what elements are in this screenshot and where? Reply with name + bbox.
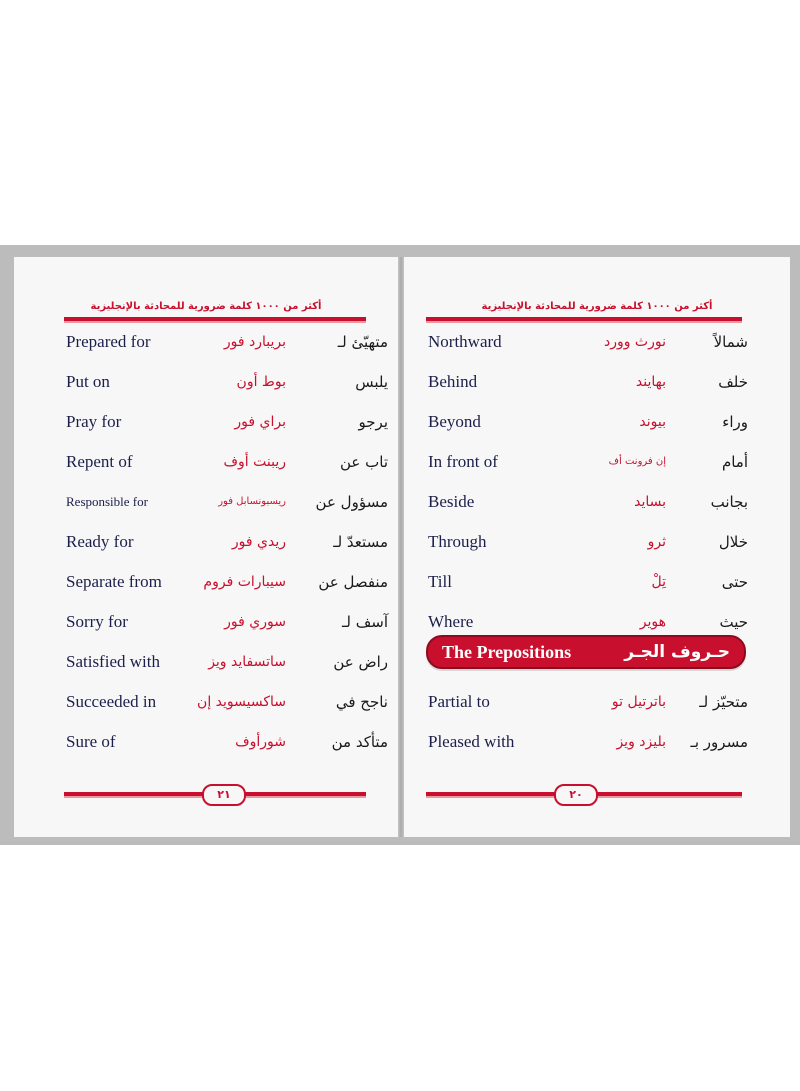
pronunciation: شورأوف xyxy=(235,734,286,750)
english-term: Prepared for xyxy=(66,332,151,351)
vocab-row xyxy=(14,727,398,757)
arabic-meaning: يلبس xyxy=(355,373,388,391)
page-number: ٢٠ xyxy=(554,784,598,806)
pronunciation: ثرو xyxy=(647,534,666,550)
page-header: أكثر من ١٠٠٠ كلمة ضرورية للمحادثة بالإنجليزية xyxy=(90,301,322,312)
pronunciation: ريدي فور xyxy=(231,534,286,550)
section-banner xyxy=(426,635,746,669)
english-term: Separate from xyxy=(66,572,162,591)
english-term: Through xyxy=(428,532,487,551)
section-title-arabic: حـروف الجـر xyxy=(624,642,730,662)
english-term: Satisfied with xyxy=(66,652,160,671)
vocab-row xyxy=(14,687,398,717)
pronunciation: تِلْ xyxy=(651,574,666,590)
vocab-row xyxy=(14,527,398,557)
arabic-meaning: منفصل عن xyxy=(318,573,388,591)
arabic-meaning: تاب عن xyxy=(339,453,388,471)
pronunciation: ريبنت أوف xyxy=(223,454,286,470)
arabic-meaning: مسرور بـ xyxy=(690,733,748,751)
english-term: In front of xyxy=(428,452,498,471)
english-term: Responsible for xyxy=(66,494,148,509)
page-number: ٢١ xyxy=(202,784,246,806)
english-term: Ready for xyxy=(66,532,134,551)
pronunciation: سيبارات فروم xyxy=(203,574,286,590)
page-header: أكثر من ١٠٠٠ كلمة ضرورية للمحادثة بالإنجليزية xyxy=(481,301,713,312)
vocab-row xyxy=(404,447,790,477)
pronunciation: بهايند xyxy=(635,374,666,390)
vocab-row xyxy=(404,327,790,357)
pronunciation: بريبارد فور xyxy=(223,334,286,350)
pronunciation: بيوند xyxy=(639,414,666,430)
english-term: Put on xyxy=(66,372,110,391)
english-term: Beyond xyxy=(428,412,481,431)
vocab-row xyxy=(14,367,398,397)
right-page xyxy=(404,257,790,837)
arabic-meaning: بجانب xyxy=(710,493,748,511)
arabic-meaning: راض عن xyxy=(333,653,388,671)
pronunciation: ريسبونسابل فور xyxy=(218,496,286,507)
vocab-row xyxy=(404,687,790,717)
arabic-meaning: متأكد من xyxy=(331,733,388,751)
english-term: Beside xyxy=(428,492,475,511)
pronunciation: براي فور xyxy=(234,414,286,430)
vocab-row xyxy=(404,487,790,517)
english-term: Behind xyxy=(428,372,478,391)
vocab-row xyxy=(14,327,398,357)
pronunciation: هوير xyxy=(639,614,666,630)
english-term: Pleased with xyxy=(428,732,515,751)
arabic-meaning: آسف لـ xyxy=(342,613,388,631)
english-term: Sure of xyxy=(66,732,116,751)
pronunciation: نورث وورد xyxy=(603,334,666,350)
arabic-meaning: حيث xyxy=(719,613,748,631)
arabic-meaning: أمام xyxy=(721,453,748,471)
vocab-row xyxy=(14,407,398,437)
english-term: Partial to xyxy=(428,692,490,711)
arabic-meaning: متهيّئ لـ xyxy=(337,333,388,351)
vocab-row xyxy=(404,607,790,637)
arabic-meaning: شمالاً xyxy=(713,333,748,351)
english-term: Repent of xyxy=(66,452,133,471)
vocab-row xyxy=(404,567,790,597)
vocab-row xyxy=(404,367,790,397)
arabic-meaning: متحيّز لـ xyxy=(699,693,748,711)
pronunciation: سوري فور xyxy=(224,614,286,630)
vocab-row xyxy=(404,727,790,757)
english-term: Pray for xyxy=(66,412,122,431)
english-term: Succeeded in xyxy=(66,692,157,711)
arabic-meaning: ناجح في xyxy=(335,693,388,711)
arabic-meaning: حتى xyxy=(721,573,748,591)
left-page xyxy=(14,257,398,837)
english-term: Sorry for xyxy=(66,612,128,631)
pronunciation: ساتسفايد ويز xyxy=(208,654,286,670)
arabic-meaning: وراء xyxy=(722,413,748,431)
book-spread xyxy=(0,245,800,845)
pronunciation: بليزد ويز xyxy=(616,734,666,750)
pronunciation: بوط أون xyxy=(236,374,286,390)
vocab-row xyxy=(404,407,790,437)
vocab-row xyxy=(14,447,398,477)
header-rule xyxy=(64,317,366,323)
arabic-meaning: خلال xyxy=(718,533,748,551)
vocab-row xyxy=(14,567,398,597)
arabic-meaning: خلف xyxy=(718,373,748,391)
vocab-row xyxy=(14,647,398,677)
arabic-meaning: مسؤول عن xyxy=(315,493,388,511)
header-rule xyxy=(426,317,742,323)
pronunciation: بسايد xyxy=(634,494,666,510)
english-term: Where xyxy=(428,612,474,631)
arabic-meaning: مستعدّ لـ xyxy=(333,533,388,551)
vocab-row xyxy=(404,527,790,557)
pronunciation: إن فرونت أف xyxy=(608,456,666,467)
section-title-english: The Prepositions xyxy=(442,642,572,662)
pronunciation: ساكسيسويد إن xyxy=(197,694,286,710)
vocab-row xyxy=(14,487,398,517)
arabic-meaning: يرجو xyxy=(358,413,388,431)
vocab-row xyxy=(14,607,398,637)
english-term: Till xyxy=(428,572,452,591)
english-term: Northward xyxy=(428,332,502,351)
pronunciation: باترتيل تو xyxy=(611,694,666,710)
